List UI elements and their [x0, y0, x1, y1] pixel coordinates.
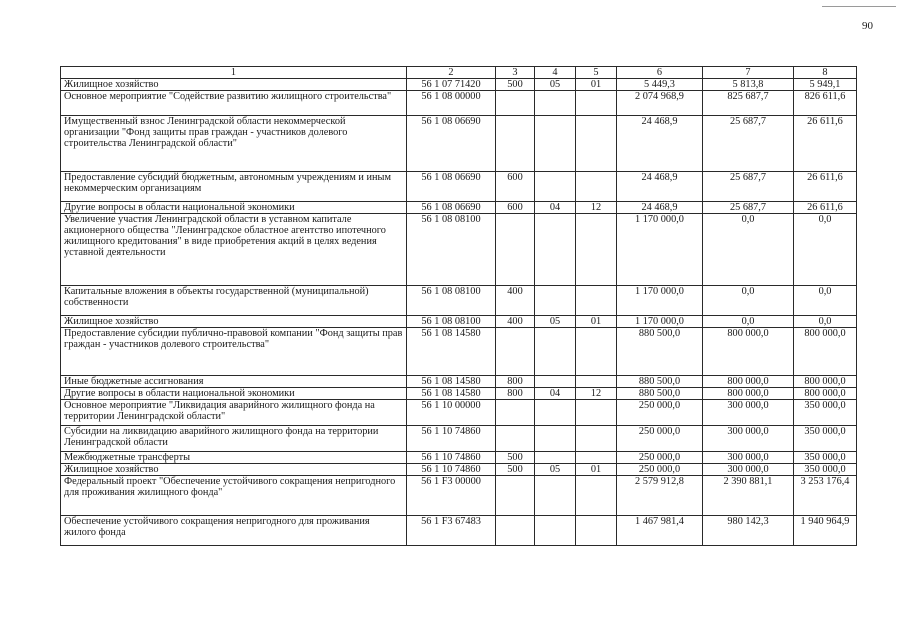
cell-year-3: 5 949,1 [794, 79, 857, 91]
cell-vr: 500 [496, 452, 535, 464]
cell-rz [535, 426, 576, 452]
table-row [61, 388, 857, 400]
cell-year-2: 5 813,8 [703, 79, 794, 91]
cell-year-2: 300 000,0 [703, 400, 794, 426]
cell-year-2: 800 000,0 [703, 376, 794, 388]
cell-rz [535, 116, 576, 172]
cell-year-3: 3 253 176,4 [794, 476, 857, 516]
cell-year-2: 0,0 [703, 286, 794, 316]
header-cell: 1 [61, 67, 407, 79]
cell-rz [535, 516, 576, 546]
cell-code: 56 1 08 06690 [407, 116, 496, 172]
cell-rz [535, 172, 576, 202]
cell-pr [576, 376, 617, 388]
cell-vr: 800 [496, 388, 535, 400]
cell-code: 56 1 07 71420 [407, 79, 496, 91]
cell-year-1: 250 000,0 [617, 426, 703, 452]
cell-name: Основное мероприятие "Содействие развитию жилищного строительства" [61, 91, 407, 116]
cell-name: Капитальные вложения в объекты государственной (муниципальной) собственности [61, 286, 407, 316]
cell-name: Имущественный взнос Ленинградской области некоммерческой организации "Фонд защиты прав граждан - участников долевого строительства Ленинградской области" [61, 116, 407, 172]
cell-name: Предоставление субсидии публично-правовой компании "Фонд защиты прав граждан - участников долевого строительства" [61, 328, 407, 376]
cell-code: 56 1 08 08100 [407, 214, 496, 286]
header-cell: 8 [794, 67, 857, 79]
cell-year-2: 0,0 [703, 214, 794, 286]
cell-code: 56 1 08 14580 [407, 388, 496, 400]
cell-year-3: 350 000,0 [794, 400, 857, 426]
table-row [61, 286, 857, 316]
cell-rz: 04 [535, 388, 576, 400]
cell-year-1: 2 074 968,9 [617, 91, 703, 116]
cell-name: Обеспечение устойчивого сокращения непригодного для проживания жилого фонда [61, 516, 407, 546]
cell-code: 56 1 F3 00000 [407, 476, 496, 516]
table-header-row [61, 67, 857, 79]
cell-code: 56 1 10 74860 [407, 464, 496, 476]
cell-name: Жилищное хозяйство [61, 316, 407, 328]
cell-year-3: 800 000,0 [794, 328, 857, 376]
table-row [61, 79, 857, 91]
cell-name: Увеличение участия Ленинградской области в уставном капитале акционерного общества "Ленинградское областное агентство ипотечного жилищного кредитования" в виде приобретения акций в целях ведения уставной деятельности [61, 214, 407, 286]
cell-name: Иные бюджетные ассигнования [61, 376, 407, 388]
cell-pr: 01 [576, 316, 617, 328]
cell-rz: 05 [535, 316, 576, 328]
table-row [61, 516, 857, 546]
cell-vr: 800 [496, 376, 535, 388]
cell-year-1: 2 579 912,8 [617, 476, 703, 516]
cell-rz [535, 91, 576, 116]
cell-year-1: 5 449,3 [617, 79, 703, 91]
cell-pr [576, 452, 617, 464]
cell-rz [535, 376, 576, 388]
cell-year-2: 980 142,3 [703, 516, 794, 546]
table-row [61, 426, 857, 452]
table-row [61, 202, 857, 214]
table-row [61, 116, 857, 172]
cell-vr [496, 400, 535, 426]
cell-year-2: 800 000,0 [703, 328, 794, 376]
cell-year-3: 350 000,0 [794, 464, 857, 476]
cell-year-1: 24 468,9 [617, 116, 703, 172]
cell-vr [496, 214, 535, 286]
cell-year-2: 800 000,0 [703, 388, 794, 400]
cell-vr: 600 [496, 202, 535, 214]
cell-code: 56 1 08 06690 [407, 172, 496, 202]
cell-pr [576, 476, 617, 516]
cell-code: 56 1 10 00000 [407, 400, 496, 426]
cell-name: Субсидии на ликвидацию аварийного жилищного фонда на территории Ленинградской области [61, 426, 407, 452]
table-row [61, 91, 857, 116]
cell-code: 56 1 08 14580 [407, 376, 496, 388]
cell-name: Предоставление субсидий бюджетным, автономным учреждениям и иным некоммерческим организациям [61, 172, 407, 202]
cell-year-3: 0,0 [794, 286, 857, 316]
table-row [61, 400, 857, 426]
cell-year-2: 25 687,7 [703, 172, 794, 202]
cell-name: Межбюджетные трансферты [61, 452, 407, 464]
table-row [61, 464, 857, 476]
cell-code: 56 1 08 00000 [407, 91, 496, 116]
cell-name: Другие вопросы в области национальной экономики [61, 388, 407, 400]
cell-rz: 05 [535, 79, 576, 91]
header-cell: 7 [703, 67, 794, 79]
cell-vr: 500 [496, 464, 535, 476]
table-row [61, 172, 857, 202]
cell-rz [535, 214, 576, 286]
cell-name: Жилищное хозяйство [61, 464, 407, 476]
page-number: 90 [862, 20, 873, 32]
budget-table [60, 66, 857, 546]
cell-year-1: 250 000,0 [617, 464, 703, 476]
header-cell: 4 [535, 67, 576, 79]
cell-code: 56 1 F3 67483 [407, 516, 496, 546]
cell-year-1: 880 500,0 [617, 388, 703, 400]
cell-pr [576, 172, 617, 202]
cell-code: 56 1 08 08100 [407, 286, 496, 316]
cell-year-3: 26 611,6 [794, 202, 857, 214]
cell-code: 56 1 08 08100 [407, 316, 496, 328]
table-row [61, 214, 857, 286]
cell-pr [576, 116, 617, 172]
header-cell: 2 [407, 67, 496, 79]
cell-year-1: 1 170 000,0 [617, 214, 703, 286]
cell-year-3: 350 000,0 [794, 452, 857, 464]
cell-year-2: 25 687,7 [703, 202, 794, 214]
header-cell: 6 [617, 67, 703, 79]
cell-year-1: 1 170 000,0 [617, 286, 703, 316]
top-rule [822, 6, 896, 7]
table-row [61, 328, 857, 376]
cell-rz: 05 [535, 464, 576, 476]
cell-year-2: 825 687,7 [703, 91, 794, 116]
header-cell: 5 [576, 67, 617, 79]
cell-rz [535, 400, 576, 426]
cell-rz [535, 452, 576, 464]
cell-year-2: 25 687,7 [703, 116, 794, 172]
cell-rz [535, 328, 576, 376]
cell-vr: 400 [496, 316, 535, 328]
cell-name: Жилищное хозяйство [61, 79, 407, 91]
cell-rz: 04 [535, 202, 576, 214]
cell-name: Основное мероприятие "Ликвидация аварийного жилищного фонда на территории Ленинградской области" [61, 400, 407, 426]
cell-pr: 12 [576, 388, 617, 400]
cell-pr [576, 328, 617, 376]
cell-rz [535, 286, 576, 316]
cell-pr: 01 [576, 464, 617, 476]
cell-vr [496, 328, 535, 376]
cell-code: 56 1 08 14580 [407, 328, 496, 376]
cell-pr: 12 [576, 202, 617, 214]
cell-year-1: 880 500,0 [617, 328, 703, 376]
cell-code: 56 1 10 74860 [407, 452, 496, 464]
cell-year-2: 2 390 881,1 [703, 476, 794, 516]
cell-vr: 600 [496, 172, 535, 202]
cell-year-1: 1 170 000,0 [617, 316, 703, 328]
cell-pr [576, 91, 617, 116]
cell-year-3: 826 611,6 [794, 91, 857, 116]
header-cell: 3 [496, 67, 535, 79]
cell-name: Другие вопросы в области национальной экономики [61, 202, 407, 214]
cell-vr: 500 [496, 79, 535, 91]
cell-year-3: 0,0 [794, 316, 857, 328]
cell-year-1: 250 000,0 [617, 452, 703, 464]
cell-pr [576, 516, 617, 546]
table-row [61, 376, 857, 388]
cell-year-3: 350 000,0 [794, 426, 857, 452]
cell-rz [535, 476, 576, 516]
cell-year-3: 26 611,6 [794, 116, 857, 172]
table-row [61, 452, 857, 464]
cell-year-2: 300 000,0 [703, 426, 794, 452]
cell-vr: 400 [496, 286, 535, 316]
cell-year-2: 0,0 [703, 316, 794, 328]
cell-year-1: 1 467 981,4 [617, 516, 703, 546]
table-row [61, 476, 857, 516]
cell-vr [496, 116, 535, 172]
cell-year-3: 800 000,0 [794, 388, 857, 400]
cell-code: 56 1 08 06690 [407, 202, 496, 214]
cell-vr [496, 91, 535, 116]
cell-pr [576, 426, 617, 452]
table-row [61, 316, 857, 328]
cell-year-3: 0,0 [794, 214, 857, 286]
cell-year-3: 26 611,6 [794, 172, 857, 202]
cell-vr [496, 516, 535, 546]
cell-vr [496, 476, 535, 516]
cell-year-2: 300 000,0 [703, 464, 794, 476]
cell-year-1: 250 000,0 [617, 400, 703, 426]
cell-name: Федеральный проект "Обеспечение устойчивого сокращения непригодного для проживания жилищного фонда" [61, 476, 407, 516]
cell-year-3: 1 940 964,9 [794, 516, 857, 546]
cell-year-2: 300 000,0 [703, 452, 794, 464]
cell-pr [576, 286, 617, 316]
cell-year-1: 24 468,9 [617, 202, 703, 214]
cell-pr: 01 [576, 79, 617, 91]
cell-year-1: 880 500,0 [617, 376, 703, 388]
cell-pr [576, 400, 617, 426]
cell-vr [496, 426, 535, 452]
cell-year-1: 24 468,9 [617, 172, 703, 202]
cell-year-3: 800 000,0 [794, 376, 857, 388]
cell-pr [576, 214, 617, 286]
cell-code: 56 1 10 74860 [407, 426, 496, 452]
